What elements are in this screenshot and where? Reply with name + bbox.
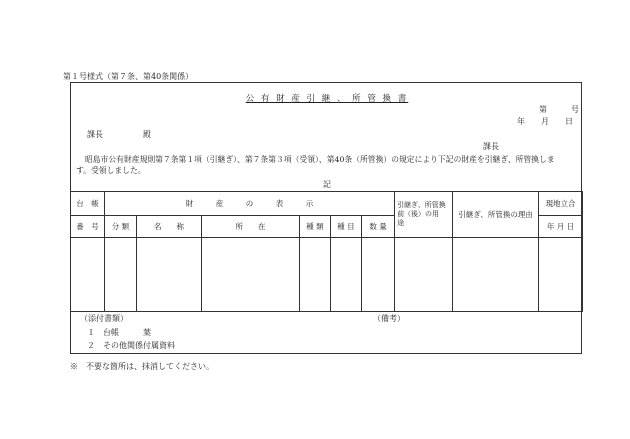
col-bunrui: 分 類	[105, 216, 137, 238]
col-shumoku: 種 目	[331, 216, 362, 238]
document-date: 年 月 日	[517, 117, 573, 126]
form-frame	[70, 82, 582, 354]
cell-shozai[interactable]	[202, 238, 300, 312]
remarks-label: （備考）	[373, 314, 405, 323]
cell-bunrui[interactable]	[105, 238, 137, 312]
col-meisho: 名 称	[137, 216, 202, 238]
col-genchi-date: 年 月 日	[539, 216, 583, 238]
col-daicho: 台 帳	[71, 192, 105, 216]
addressee: 課長 殿	[87, 130, 151, 139]
col-shozai: 所 在	[202, 216, 300, 238]
cell-riyu[interactable]	[453, 238, 539, 312]
col-shurui: 種 類	[300, 216, 331, 238]
cell-shurui[interactable]	[300, 238, 331, 312]
cell-shumoku[interactable]	[331, 238, 362, 312]
cell-youto[interactable]	[395, 238, 453, 312]
col-youto: 引継ぎ、所管換前（後）の用 途	[395, 192, 453, 238]
cell-suryo[interactable]	[362, 238, 395, 312]
col-bango: 番 号	[71, 216, 105, 238]
cell-meisho[interactable]	[137, 238, 202, 312]
col-zaisan-header: 財 産 の 表 示	[105, 192, 395, 216]
col-suryo: 数 量	[362, 216, 395, 238]
attachment-item-2: ２ その他関係付属資料	[87, 341, 175, 350]
footnote: ※ 不要な箇所は、抹消してください。	[70, 362, 214, 371]
cell-bango[interactable]	[71, 238, 105, 312]
body-text-line2: す。受領しました。	[76, 166, 146, 175]
col-genchi: 現地立合	[539, 192, 583, 216]
ki-label: 記	[323, 180, 331, 189]
body-text-line1: 昭島市公有財産規則第７条第１項（引継ぎ）、第７条第３項（受領）、第40条（所管換）の規定により下記の財産を引継ぎ、所管換しま	[85, 155, 555, 164]
form-label: 第１号様式（第７条、第40条関係）	[63, 72, 194, 81]
document-number: 第 号	[539, 105, 579, 114]
col-riyu: 引継ぎ、所管換の理由	[453, 192, 539, 238]
attachments-label: （添付書類）	[80, 314, 128, 323]
attachment-item-1: １ 台帳 葉	[87, 328, 151, 337]
cell-genchi[interactable]	[539, 238, 583, 312]
sender: 課長	[483, 142, 499, 151]
property-table	[70, 191, 583, 312]
table-row	[71, 238, 583, 312]
form-title: 公 有 財 産 引 継 、 所 管 換 書	[245, 94, 409, 104]
